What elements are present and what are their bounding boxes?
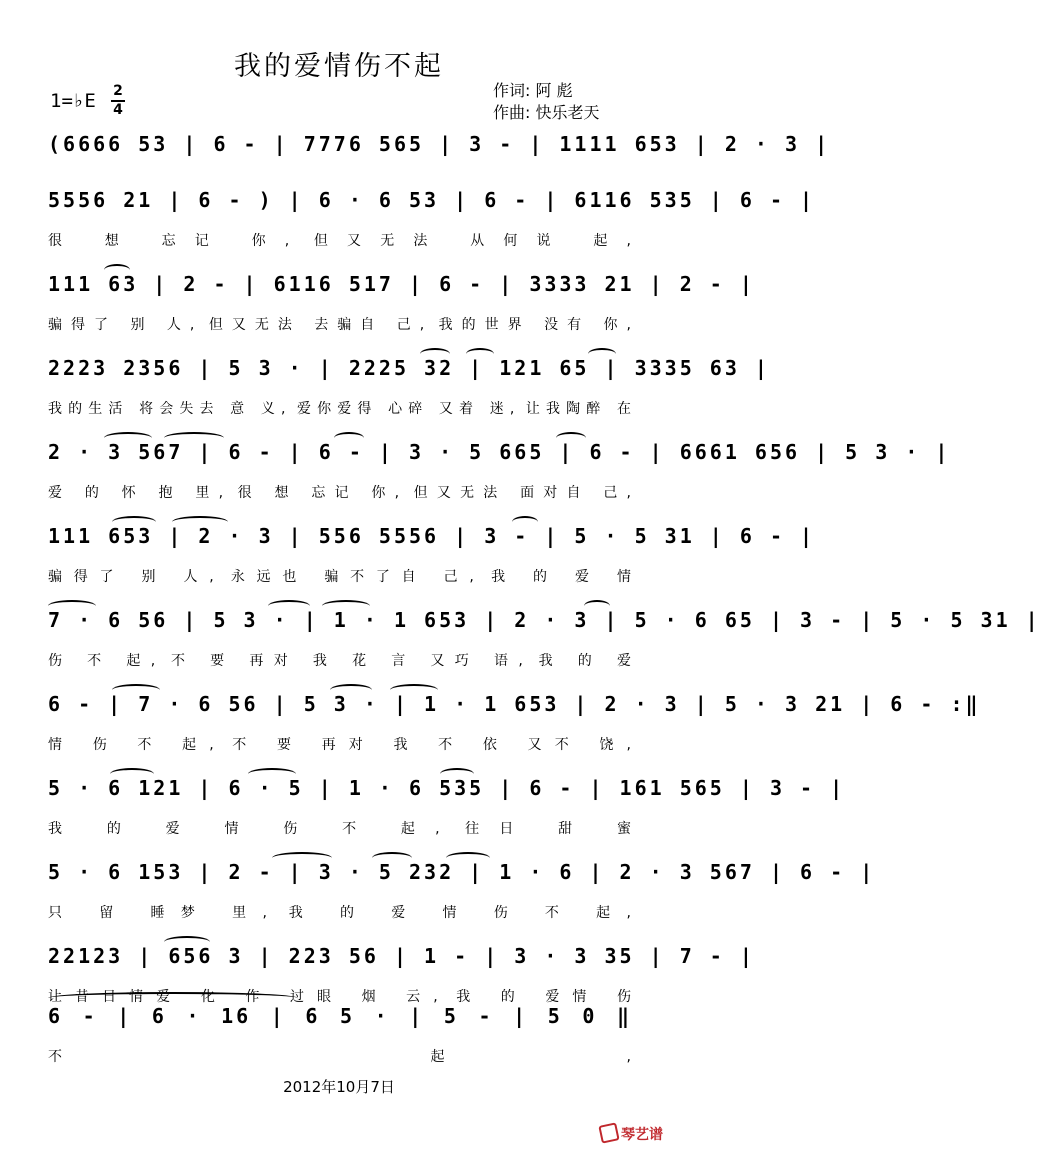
notes-line: 5556 21 | 6 - ) | 6 · 6 53 | 6 - | 6116 535 | 6 - | <box>48 188 816 212</box>
date-stamp: 2012年10月7日 <box>283 1078 395 1096</box>
score-row-5 <box>0 420 951 506</box>
lyrics-line: 不 起, <box>48 1049 632 1065</box>
notes-line: 2 · 3 567 | 6 - | 6 - | 3 · 5 665 | 6 - | 6661 656 | 5 3 · | <box>48 440 951 464</box>
score-row-7 <box>0 588 1041 674</box>
lyrics-line: 骗得了 别 人, 但又无法 去骗自 己, 我的世界 没有 你, <box>48 317 632 333</box>
key-signature <box>50 90 96 112</box>
lyricist-credit: 作词: 阿 彪 <box>493 81 573 100</box>
lyrics-line: 很 想 忘记 你, 但又无法 从何说 起, <box>48 233 632 249</box>
notes-line: 7 · 6 56 | 5 3 · | 1 · 1 653 | 2 · 3 | 5 · 6 65 | 3 - | 5 · 5 31 | <box>48 608 1041 632</box>
lyrics-line: 我的生活 将会失去 意 义, 爱你爱得 心碎 又着 迷, 让我陶醉 在 <box>48 401 632 417</box>
score-row-4 <box>0 336 770 422</box>
score-row-2 <box>0 168 816 254</box>
notes-line: 5 · 6 121 | 6 · 5 | 1 · 6 535 | 6 - | 161 565 | 3 - | <box>48 776 846 800</box>
lyrics-line: 只 留 睡梦 里, 我 的 爱 情 伤 不 起, <box>48 905 632 921</box>
score-row-12 <box>0 984 678 1070</box>
lyrics-line: 伤 不 起, 不 要 再对 我 花 言 又巧 语, 我 的 爱 <box>48 653 632 669</box>
notes-line: 22123 | 656 3 | 223 56 | 1 - | 3 · 3 35 | 7 - | <box>48 944 755 968</box>
score-row-9 <box>0 756 846 842</box>
score-row-6 <box>0 504 816 590</box>
lyrics-line: 爱 的 怀 抱 里, 很 想 忘记 你, 但又无法 面对自 己, <box>48 485 632 501</box>
notes-line: 2223 2356 | 5 3 · | 2225 32 | 121 65 | 3335 63 | <box>48 356 770 380</box>
site-logo <box>600 1124 663 1144</box>
score-row-8 <box>0 672 981 758</box>
key-note: ♭E <box>72 90 96 112</box>
meter-bottom: 4 <box>113 102 123 118</box>
lyrics-line: 骗得了 别 人, 永远也 骗不了自 己, 我 的 爱 情 <box>48 569 632 585</box>
notes-line: (6666 53 | 6 - | 7776 565 | 3 - | 1111 653 | 2 · 3 | <box>48 132 831 156</box>
composer-credit: 作曲: 快乐老天 <box>493 103 600 122</box>
key-label: 1= <box>50 90 73 112</box>
lyrics-line: 我 的 爱 情 伤 不 起, 往日 甜 蜜 <box>48 821 632 837</box>
logo-text: 琴艺谱 <box>621 1127 663 1143</box>
logo-icon <box>598 1122 619 1143</box>
notes-line: 5 · 6 153 | 2 - | 3 · 5 232 | 1 · 6 | 2 · 3 567 | 6 - | <box>48 860 876 884</box>
lyrics-line: 让昔日情爱 化 作 过眼 烟 云, 我 的 爱情 伤 <box>48 989 632 1005</box>
score-row-3 <box>0 252 755 338</box>
score-row-10 <box>0 840 876 926</box>
meter-top: 2 <box>113 83 123 99</box>
notes-line: 6 - | 7 · 6 56 | 5 3 · | 1 · 1 653 | 2 · 3 | 5 · 3 21 | 6 - :‖ <box>48 692 981 716</box>
notes-line: 6 - | 6 · 16 | 6 5 · | 5 - | 5 0 ‖ <box>48 1004 632 1028</box>
lyrics-line: 情 伤 不 起, 不 要 再对 我 不 依 又不 饶, <box>48 737 632 753</box>
notes-line: 111 653 | 2 · 3 | 556 5556 | 3 - | 5 · 5 31 | 6 - | <box>48 524 816 548</box>
page-title: 我的爱情伤不起 <box>234 51 444 82</box>
slur-mark <box>48 992 298 1004</box>
notes-line: 111 63 | 2 - | 6116 517 | 6 - | 3333 21 | 2 - | <box>48 272 755 296</box>
